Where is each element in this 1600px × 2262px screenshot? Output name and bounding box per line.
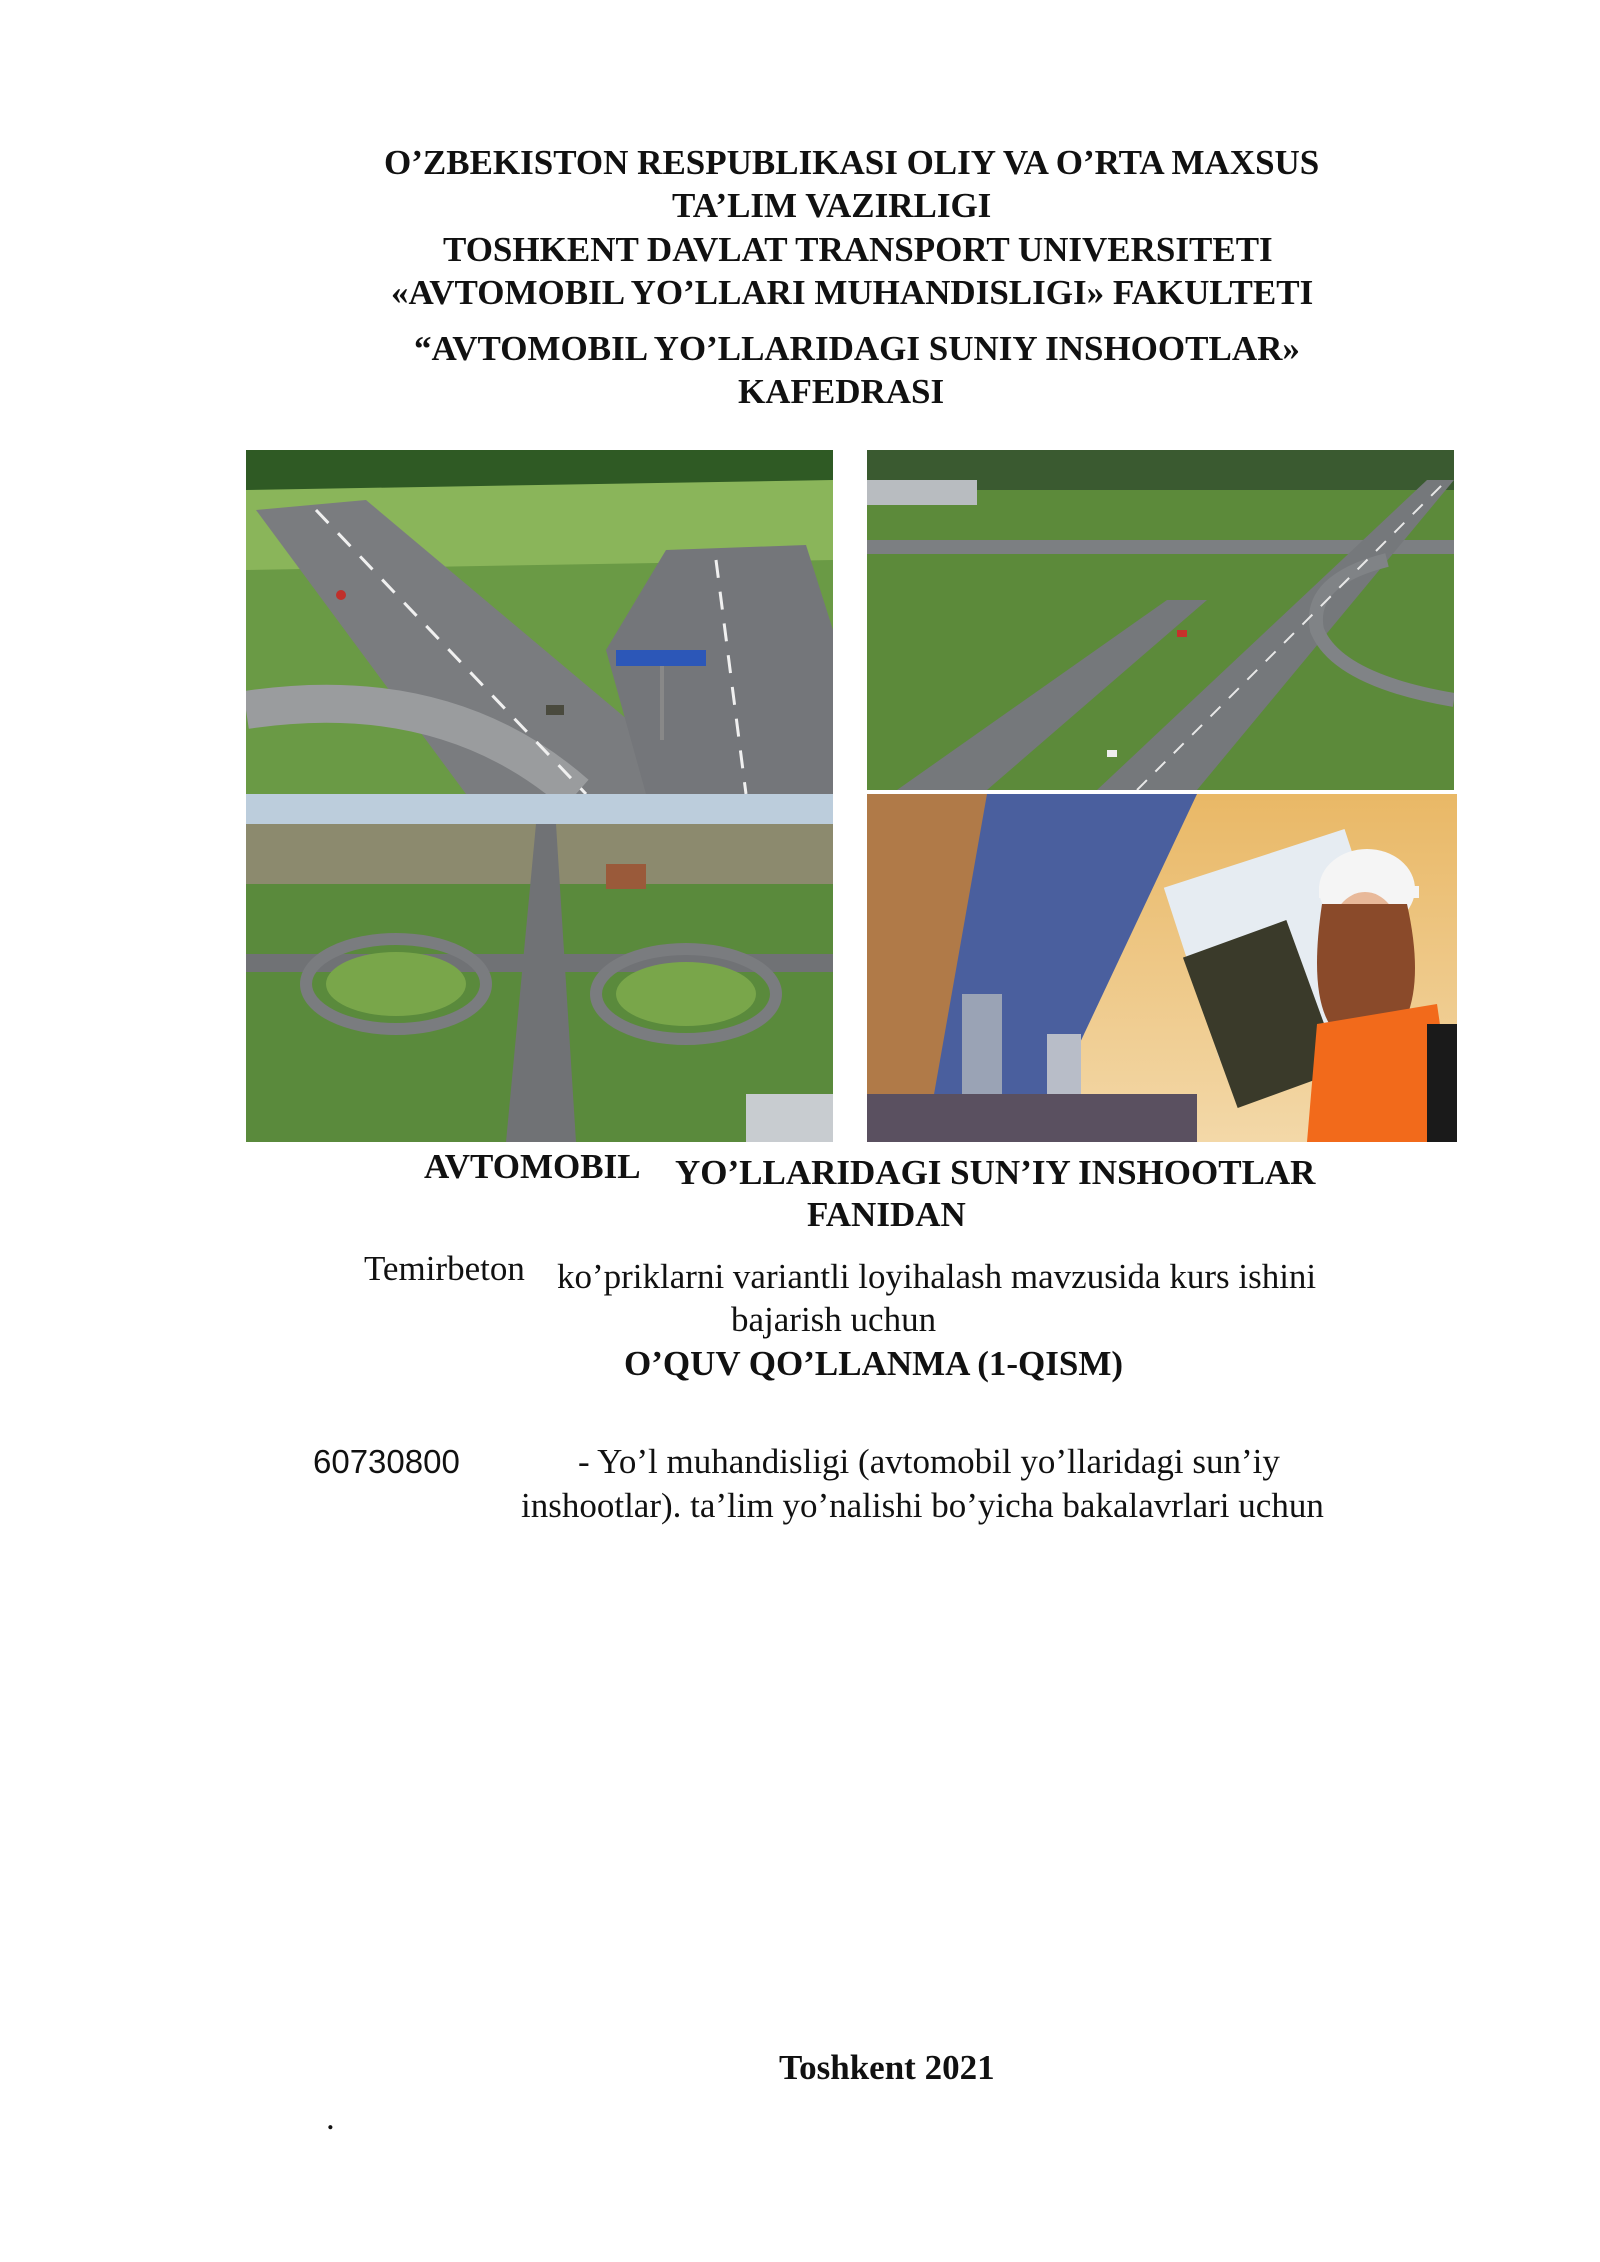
purpose-line2: bajarish uchun bbox=[731, 1300, 937, 1339]
photo-engineer-under-bridge bbox=[867, 794, 1457, 1142]
purpose-line1-part2: ko’priklarni variantli loyihalash mavzusida kurs ishini bbox=[557, 1257, 1317, 1296]
photo-cloverleaf-interchange bbox=[246, 794, 833, 1142]
header-department-line2: KAFEDRASI bbox=[738, 372, 945, 411]
place-and-year: Toshkent 2021 bbox=[779, 2048, 995, 2087]
header-faculty: «AVTOMOBIL YO’LLARI MUHANDISLIGI» FAKULTETI bbox=[391, 273, 1314, 312]
header-ministry-line1: O’ZBEKISTON RESPUBLIKASI OLIY VA O’RTA MAXSUS bbox=[384, 143, 1320, 182]
header-university: TOSHKENT DAVLAT TRANSPORT UNIVERSITETI bbox=[443, 230, 1273, 269]
specialty-line1: - Yo’l muhandisligi (avtomobil yo’llaridagi sun’iy bbox=[578, 1442, 1280, 1481]
header-ministry-line2: TA’LIM VAZIRLIGI bbox=[672, 186, 992, 225]
footer-dot: . bbox=[326, 2098, 335, 2137]
subject-title-part1: AVTOMOBIL bbox=[424, 1147, 641, 1186]
header-department-line1: “AVTOMOBIL YO’LLARIDAGI SUNIY INSHOOTLAR» bbox=[414, 329, 1300, 368]
document-title: O’QUV QO’LLANMA (1-QISM) bbox=[624, 1344, 1124, 1383]
specialty-code: 60730800 bbox=[313, 1443, 460, 1480]
subject-title-part2: YO’LLARIDAGI SUN’IY INSHOOTLAR bbox=[675, 1153, 1316, 1192]
specialty-line2: inshootlar). ta’lim yo’nalishi bo’yicha bakalavrlari uchun bbox=[521, 1486, 1324, 1525]
photo-highway-interchange bbox=[246, 450, 833, 794]
purpose-line1-part1: Temirbeton bbox=[364, 1249, 525, 1288]
subject-title-line2: FANIDAN bbox=[807, 1195, 966, 1234]
photo-aerial-highway bbox=[867, 450, 1454, 790]
